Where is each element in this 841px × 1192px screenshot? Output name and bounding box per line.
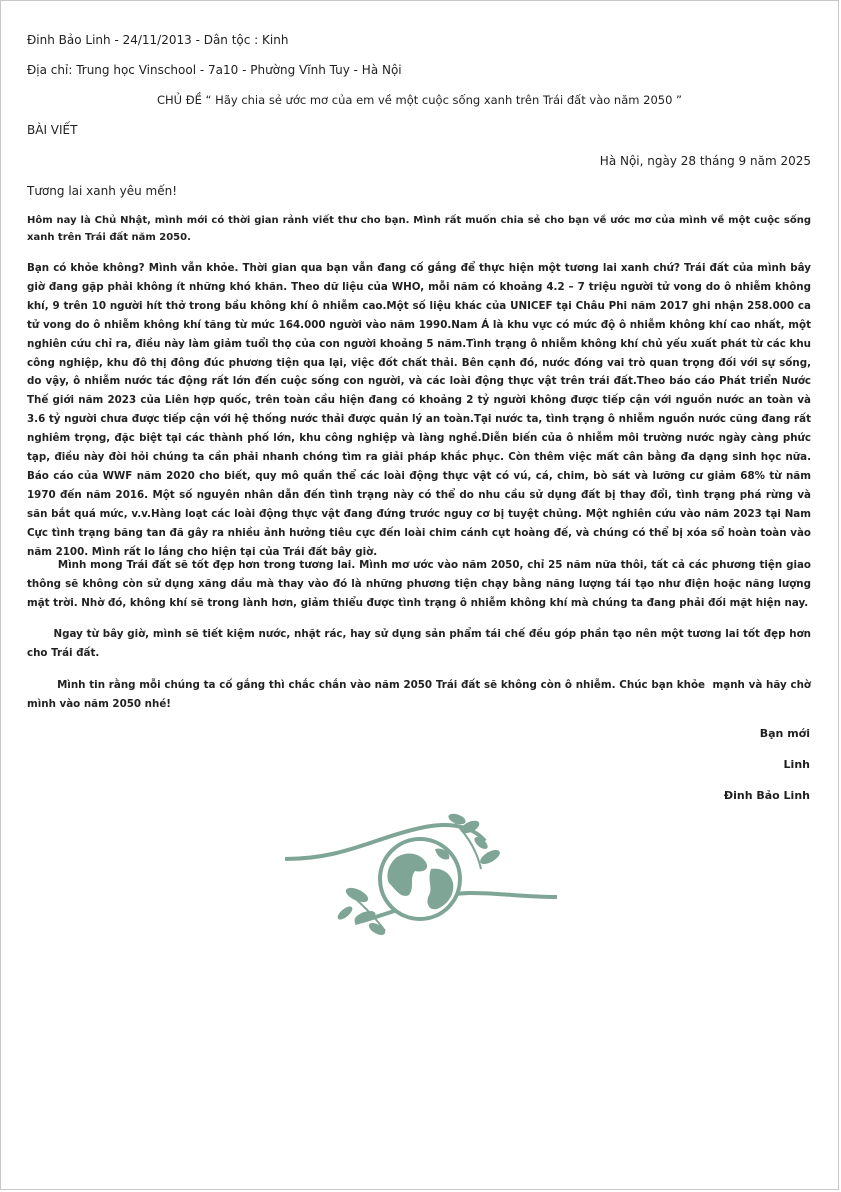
- signature-short: Linh: [783, 758, 810, 771]
- letter-greeting: Tương lai xanh yêu mến!: [27, 184, 178, 198]
- paragraph-3: Mình mong Trái đất sẽ tốt đẹp hơn trong tương lai. Mình mơ ước vào năm 2050, chỉ 25 năm nữa thôi, tất cả các phương tiện giao thông sẽ không còn sử dụng xăng dầu mà thay vào đó là những phương tiện chạy bằng năng lượng tái tạo như điện hoặc năng lượng mặt trời. Nhờ đó, không khí sẽ trong lành hơn, giảm thiểu được tình trạng ô nhiễm không khí mà chúng ta đang phải đối mặt hiện nay.: [27, 559, 815, 609]
- signature-full: Đinh Bảo Linh: [723, 789, 810, 802]
- earth-leaves-icon: [285, 813, 557, 939]
- letter-date: Hà Nội, ngày 28 tháng 9 năm 2025: [599, 154, 811, 168]
- section-label: BÀI VIẾT: [27, 123, 78, 137]
- paragraph-5: Mình tin rằng mỗi chúng ta cố gắng thì chắc chắn vào năm 2050 Trái đất sẽ không còn ô nhiễm. Chúc bạn khỏe mạnh và hãy chờ mình vào năm 2050 nhé!: [27, 679, 815, 710]
- paragraph-2: Bạn có khỏe không? Mình vẫn khỏe. Thời gian qua bạn vẫn đang cố gắng để thực hiện một tương lai xanh chứ? Trái đất của mình bây giờ đang gặp phải không ít những khó khăn. Theo dữ liệu của WHO, mỗi năm có khoảng 4.2 – 7 triệu người tử vong do ô nhiễm không khí, 9 trên 10 người hít thở trong bầu không khí ô nhiễm cao.Một số liệu khác của UNICEF tại Châu Phi năm 2017 ghi nhận 258.000 ca tử vong do ô nhiễm không khí tăng từ mức 164.000 người vào năm 1990.Nam Á là khu vực có mức độ ô nhiễm không khí cao nhất, một nghiên cứu chỉ ra, điều này làm giảm tuổi thọ của con người khoảng 5 năm.Tình trạng ô nhiễm không khí chủ yếu xuất phát từ các khu công nghiệp, khu đô thị đông đúc phương tiện qua lại, việc đốt chất thải. Bên cạnh đó, nước đóng vai trò quan trọng đối với sự sống, do vậy, ô nhiễm nước tác động rất lớn đến cuộc sống con người, và các loài động thực vật trên trái đất.Theo báo cáo Phát triển Nước Thế giới năm 2023 của Liên hợp quốc, trên toàn cầu hiện đang có khoảng 2 tỷ người không được tiếp cận với nguồn nước an toàn và 3.6 tỷ người chưa được tiếp cận với hệ thống nước thải được quản lý an toàn.Tại nước ta, tình trạng ô nhiễm nguồn nước cũng đang rất nghiêm trọng, đặc biệt tại các thành phố lớn, khu công nghiệp và làng nghề.Diễn biến của ô nhiễm môi trường nước ngày càng phức tạp, điều này đòi hỏi chúng ta cần phải nhanh chóng tìm ra giải pháp khắc phục. Còn thêm việc mất cân bằng đa dạng sinh học nữa. Báo cáo của WWF năm 2020 cho biết, quy mô quần thể các loài động thực vật có vú, cá, chim, bò sát và lưỡng cư giảm 68% từ năm 1970 đến năm 2016. Một số nguyên nhân dẫn đến tình trạng này có thể do nhu cầu sử dụng đất bị thay đổi, tình trạng phá rừng và săn bắt quá mức, v.v.Hàng loạt các loài động thực vật đang đứng trước nguy cơ bị tuyệt chủng. Một nghiên cứu vào năm 2023 tại Nam Cực tình trạng băng tan đã gây ra nhiều ảnh hưởng tiêu cực đến loài chim cánh cụt hoàng đế, và chúng có thể bị xóa sổ hoàn toàn vào năm 2100. Mình rất lo lắng cho hiện tại của Trái đất bây giờ.: [27, 262, 811, 558]
- student-info: Đinh Bảo Linh - 24/11/2013 - Dân tộc : Kinh: [27, 33, 289, 47]
- letter-closing: Bạn mới: [759, 727, 810, 740]
- topic-title: CHỦ ĐỀ “ Hãy chia sẻ ước mơ của em về một cuộc sống xanh trên Trái đất vào năm 2050 ”: [156, 93, 683, 107]
- paragraph-1: Hôm nay là Chủ Nhật, mình mới có thời gian rảnh viết thư cho bạn. Mình rất muốn chia sẻ cho bạn về ước mơ của mình về một cuộc sống xanh trên Trái đất năm 2050.: [27, 215, 811, 243]
- paragraph-4: Ngay từ bây giờ, mình sẽ tiết kiệm nước, nhặt rác, hay sử dụng sản phẩm tái chế đều góp phần tạo nên một tương lai tốt đẹp hơn cho Trái đất.: [27, 628, 815, 659]
- address-info: Địa chỉ: Trung học Vinschool - 7a10 - Phường Vĩnh Tuy - Hà Nội: [27, 63, 402, 77]
